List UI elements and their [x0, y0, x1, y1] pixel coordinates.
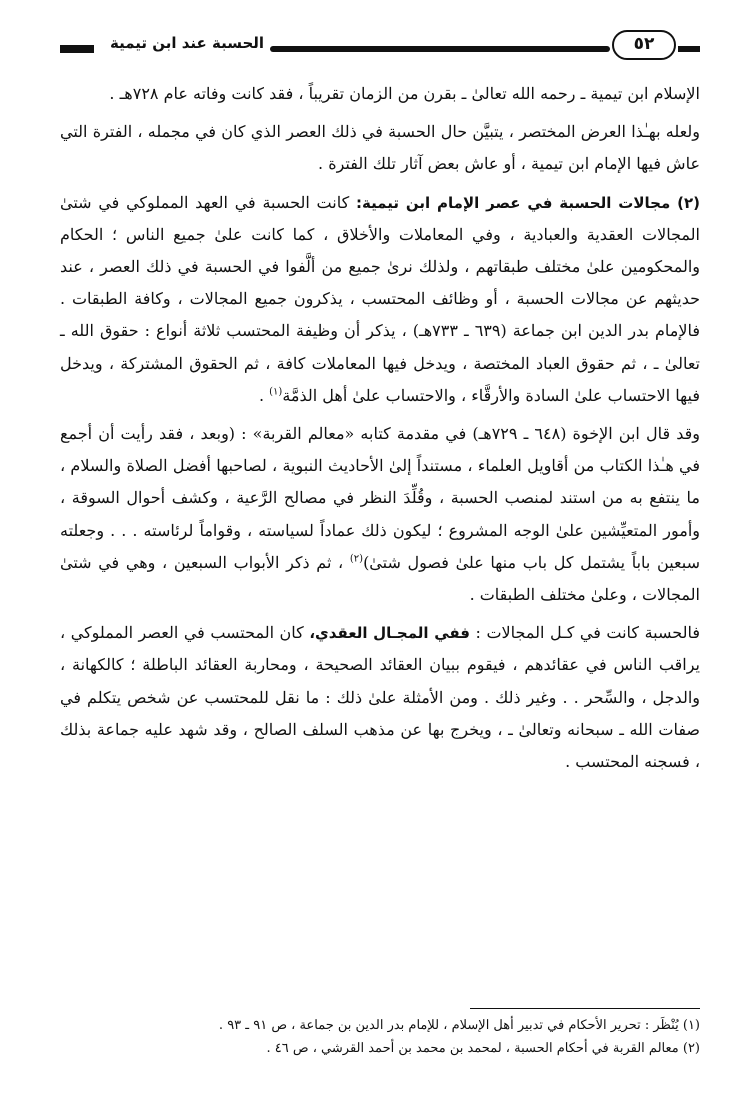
footnote-2: (٢) معالم القربة في أحكام الحسبة ، لمحمد بن محمد بن أحمد القرشي ، ص ٤٦ . — [266, 1041, 700, 1056]
paragraph-5-bold: ففي المجـال العقدي، — [309, 624, 471, 643]
main-text — [60, 78, 700, 778]
paragraph-3-text: كانت الحسبة في العهد المملوكي في شتىٰ المجالات العقدية والعبادية ، وفي المعاملات والأخلاق ، كما كانت علىٰ جميع الناس ؛ الحكام والمحكومين علىٰ مختلف طبقاتهم ، ولذلك نرىٰ جميع من ألَّفوا في الحسبة في ذلك العصر ، عند حديثهم عن مجالات الحسبة ، أو وظائف المحتسب ، يذكرون جميع المجالات ، وكافة الطبقات . فالإمام بدر الدين ابن جماعة (٦٣٩ ـ ٧٣٣هـ) ، يذكر أن وظيفة المحتسب ثلاثة أنواع : حقوق الله ـ تعالىٰ ـ ، ثم حقوق العباد المختصة ، ويدخل فيها المعاملات كافة ، ثم الحقوق المشتركة ، ويدخل فيها الاحتساب علىٰ السادة والأرقَّاء ، والاحتساب علىٰ أهل الذمَّة — [60, 192, 701, 405]
paragraph-5-text: كان المحتسب في العصر المملوكي ، يراقب الناس في عقائدهم ، فيقوم ببيان العقائد الصحيحة ، ومحاربة العقائد الباطلة ؛ كالكهانة ، والدجل ، والسِّحر . . وغير ذلك . ومن الأمثلة علىٰ ذلك : ما نقل للمحتسب عن شخص يتكلم في صفات الله ـ سبحانه وتعالىٰ ـ ، ويخرج بها عن مذهب السلف الصالح ، وقد شهد عليه جماعة بذلك ، فسجنه المحتسب . — [60, 623, 700, 772]
header-left-rule — [60, 45, 94, 53]
header-right-rule — [678, 46, 700, 52]
paragraph-4-end: ، ثم ذكر الأبواب السبعين ، وهي في شتىٰ المجالات ، وعلىٰ مختلف الطبقات . — [60, 552, 700, 605]
footnotes — [60, 1014, 700, 1060]
section-heading: (٢) مجالات الحسبة في عصر الإمام ابن تيمية: — [355, 193, 700, 212]
header-middle-rule — [270, 46, 610, 52]
paragraph-3-end: . — [258, 385, 270, 405]
paragraph-3 — [60, 187, 700, 412]
paragraph-4 — [60, 418, 700, 611]
page-header — [60, 28, 700, 68]
running-title: الحسبة عند ابن تيمية — [110, 34, 265, 52]
footnote-ref-2[interactable]: (٢) — [349, 553, 364, 565]
footnote-separator — [470, 1008, 700, 1009]
page-number: ٥٢ — [612, 30, 676, 60]
paragraph-2: ولعله بهـٰذا العرض المختصر ، يتبيَّن حال الحسبة في ذلك العصر الذي كان في مجمله ، الفترة التي عاش فيها الإمام ابن تيمية ، أو عاش بعض آثار تلك الفترة . — [60, 122, 700, 174]
paragraph-5-start: فالحسبة كانت في كـل المجالات : — [470, 623, 700, 643]
paragraph-5 — [60, 617, 700, 778]
footnote-1: (١) يُنْظَر : تحرير الأحكام في تدبير أهل الإسلام ، للإمام بدر الدين بن جماعة ، ص ٩١ ـ ٩٣ . — [218, 1018, 700, 1033]
paragraph-4-text: وقد قال ابن الإخوة (٦٤٨ ـ ٧٢٩هـ) في مقدمة كتابه «معالم القربة» : (وبعد ، فقد رأيت أن أجمع في هـٰذا الكتاب من أقاويل العلماء ، مستنداً إلىٰ الأحاديث النبوية ، لصاحبها أفضل الصلاة والسلام ، ما ينتفع به من استند لمنصب الحسبة ، وقُلِّدَ النظر في مصالح الرَّعية ، وكشف أحوال السوقة ، وأمور المتعيِّشين علىٰ الوجه المشروع ؛ ليكون ذلك عماداً لسياسته ، وقواماً لرئاسته . . . وجعلته سبعين باباً يشتمل كل باب منها علىٰ فصول شتىٰ) — [60, 424, 700, 572]
paragraph-1: الإسلام ابن تيمية ـ رحمه الله تعالىٰ ـ بقرن من الزمان تقريباً ، فقد كانت وفاته عام ٧٢٨هـ . — [109, 84, 700, 103]
footnote-ref-1[interactable]: (١) — [269, 386, 283, 398]
